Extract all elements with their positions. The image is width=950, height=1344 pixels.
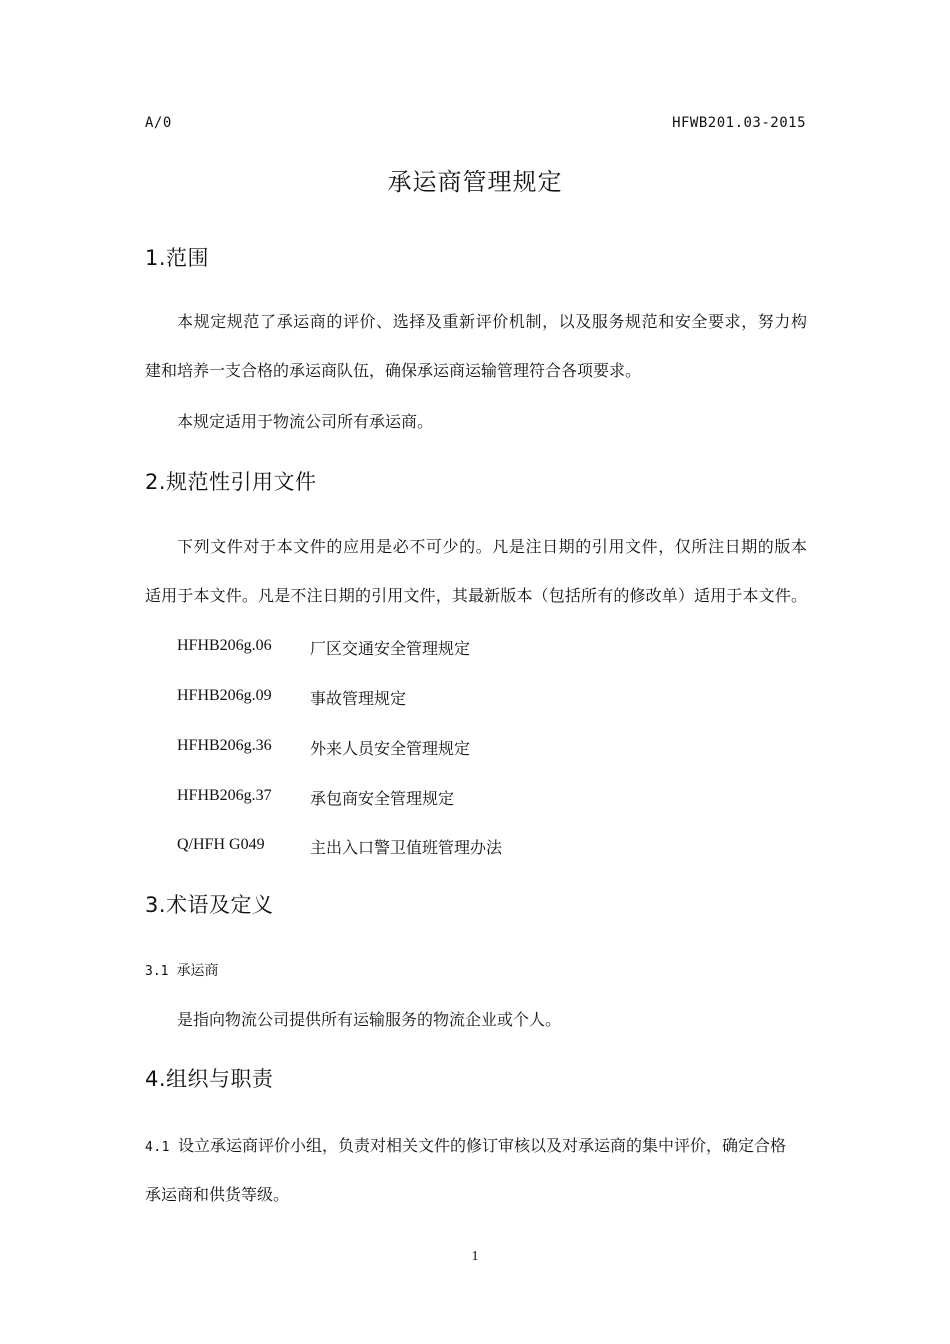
reference-code: Q/HFH G049	[177, 836, 265, 853]
section-2-paragraph-line-1: 下列文件对于本文件的应用是必不可少的。凡是注日期的引用文件，仅所注日期的版本	[177, 537, 807, 556]
section-1-heading: 1.范围	[145, 246, 210, 270]
clause-number: 4.1	[145, 1140, 170, 1155]
section-2-paragraph-line-2: 适用于本文件。凡是不注日期的引用文件，其最新版本（包括所有的修改单）适用于本文件。	[145, 586, 807, 605]
term-title: 承运商	[176, 963, 219, 979]
term-number: 3.1	[145, 964, 169, 979]
term-heading	[145, 960, 218, 980]
reference-title: 外来人员安全管理规定	[310, 739, 471, 758]
reference-title: 主出入口警卫值班管理办法	[310, 838, 503, 857]
reference-code: HFHB206g.36	[177, 737, 272, 754]
section-1-paragraph-line-2: 建和培养一支合格的承运商队伍，确保承运商运输管理符合各项要求。	[145, 361, 642, 380]
clause-text: 设立承运商评价小组，负责对相关文件的修订审核以及对承运商的集中评价，确定合格	[177, 1136, 786, 1155]
reference-title: 事故管理规定	[310, 689, 407, 708]
section-1-scope-line: 本规定适用于物流公司所有承运商。	[177, 412, 434, 431]
header-right: HFWB201.03-2015	[672, 115, 806, 131]
section-1-paragraph-line-1: 本规定规范了承运商的评价、选择及重新评价机制，以及服务规范和安全要求，努力构	[177, 312, 807, 331]
reference-code: HFHB206g.06	[177, 637, 272, 654]
reference-code: HFHB206g.09	[177, 687, 272, 704]
page-number: 1	[471, 1249, 479, 1264]
reference-title: 厂区交通安全管理规定	[310, 639, 471, 658]
section-3-heading: 3.术语及定义	[145, 893, 274, 917]
reference-title: 承包商安全管理规定	[310, 789, 455, 808]
section-4-1-line-1	[145, 1133, 807, 1156]
section-4-1-line-2: 承运商和供货等级。	[145, 1185, 290, 1204]
section-2-heading: 2.规范性引用文件	[145, 470, 317, 494]
reference-code: HFHB206g.37	[177, 787, 272, 804]
document-title: 承运商管理规定	[387, 168, 563, 196]
header-left: A/0	[145, 115, 172, 131]
section-4-heading: 4.组织与职责	[145, 1067, 274, 1091]
term-definition: 是指向物流公司提供所有运输服务的物流企业或个人。	[177, 1010, 562, 1029]
